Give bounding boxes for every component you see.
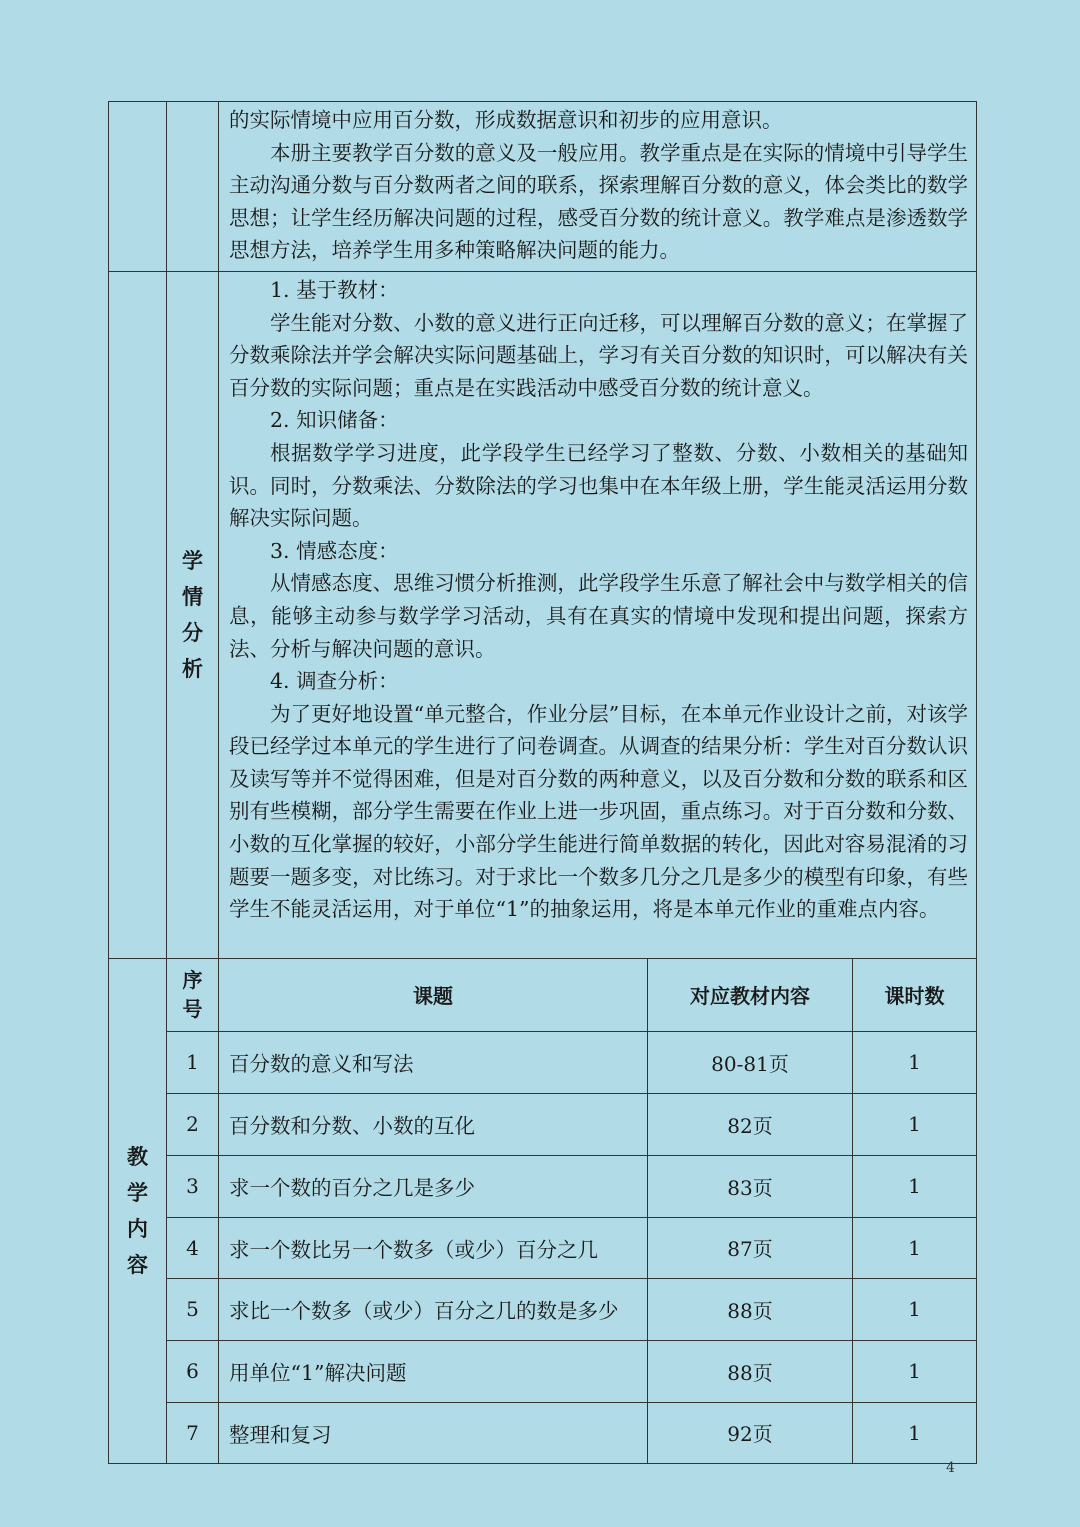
goals-row (109, 102, 977, 272)
section-heading-1: 1. 基于教材： (270, 277, 399, 302)
row-pages: 80-81页 (648, 1031, 853, 1093)
goals-paragraph-2: 本册主要教学百分数的意义及一般应用。教学重点是在实际的情境中引导学生主动沟通分数与百分数两者之间的联系，探索理解百分数的意义，体会类比的数学思想；让学生经历解决问题的过程，感受百分数的统计意义。教学难点是渗透数学思想方法，培养学生用多种策略解决问题的能力。 (229, 140, 969, 263)
table-row (109, 1340, 977, 1402)
table-row (109, 1031, 977, 1093)
row-topic: 求一个数比另一个数多（或少）百分之几 (219, 1217, 648, 1278)
table-row (109, 1093, 977, 1155)
row-number: 3 (167, 1155, 219, 1217)
row-pages: 87页 (648, 1217, 853, 1278)
row-number: 4 (167, 1217, 219, 1278)
row-number: 1 (167, 1031, 219, 1093)
content-header-row (109, 958, 977, 1031)
hours-header: 课时数 (853, 958, 977, 1031)
student-analysis-text-cell (219, 271, 977, 958)
row-number: 7 (167, 1402, 219, 1463)
row-hours: 1 (853, 1031, 977, 1093)
student-analysis-label: 学 情 分 析 (167, 271, 219, 958)
student-analysis-row (109, 271, 977, 958)
lesson-plan-table (108, 101, 977, 1464)
row-number: 5 (167, 1278, 219, 1340)
table-row (109, 1217, 977, 1278)
table-row (109, 1155, 977, 1217)
table-row (109, 1402, 977, 1463)
row-pages: 92页 (648, 1402, 853, 1463)
row-pages: 83页 (648, 1155, 853, 1217)
table-row (109, 1278, 977, 1340)
page-number: 4 (946, 1460, 955, 1476)
section-text-3: 从情感态度、思维习惯分析推测，此学段学生乐意了解社会中与数学相关的信息，能够主动参与数学学习活动，具有在真实的情境中发现和提出问题，探索方法、分析与解决问题的意识。 (229, 571, 969, 661)
blank-sublabel-cell (167, 102, 219, 272)
section-heading-4: 4. 调查分析： (270, 669, 399, 694)
teaching-content-label: 教 学 内 容 (109, 958, 167, 1463)
row-hours: 1 (853, 1217, 977, 1278)
row-hours: 1 (853, 1402, 977, 1463)
section-heading-2: 2. 知识储备： (270, 408, 399, 433)
topic-header: 课题 (219, 958, 648, 1031)
row-hours: 1 (853, 1278, 977, 1340)
section-text-1: 学生能对分数、小数的意义进行正向迁移，可以理解百分数的意义；在掌握了分数乘除法并学会解决实际问题基础上，学习有关百分数的知识时，可以解决有关百分数的实际问题；重点是在实践活动中感受百分数的统计意义。 (229, 310, 969, 400)
row-pages: 88页 (648, 1278, 853, 1340)
blank-label-cell (109, 102, 167, 272)
row-topic: 用单位“1”解决问题 (219, 1340, 648, 1402)
blank-label-cell (109, 271, 167, 958)
section-text-4: 为了更好地设置“单元整合，作业分层”目标，在本单元作业设计之前，对该学段已经学过本单元的学生进行了问卷调查。从调查的结果分析：学生对百分数认识及读写等并不觉得困难，但是对百分数的两种意义，以及百分数和分数的联系和区别有些模糊，部分学生需要在作业上进一步巩固，重点练习。对于百分数和分数、小数的互化掌握的较好，小部分学生能进行简单数据的转化，因此对容易混淆的习题要一题多变，对比练习。对于求比一个数多几分之几是多少的模型有印象，有些学生不能灵活运用，对于单位“1”的抽象运用，将是本单元作业的重难点内容。 (229, 701, 969, 922)
row-hours: 1 (853, 1093, 977, 1155)
row-topic: 求比一个数多（或少）百分之几的数是多少 (219, 1278, 648, 1340)
row-hours: 1 (853, 1340, 977, 1402)
goals-line-1: 的实际情境中应用百分数，形成数据意识和初步的应用意识。 (229, 108, 783, 132)
section-heading-3: 3. 情感态度： (270, 538, 399, 563)
row-hours: 1 (853, 1155, 977, 1217)
row-topic: 百分数和分数、小数的互化 (219, 1093, 648, 1155)
row-number: 6 (167, 1340, 219, 1402)
row-pages: 82页 (648, 1093, 853, 1155)
material-header: 对应教材内容 (648, 958, 853, 1031)
row-topic: 百分数的意义和写法 (219, 1031, 648, 1093)
goals-text-cell (219, 102, 977, 272)
row-topic: 求一个数的百分之几是多少 (219, 1155, 648, 1217)
seq-header: 序 号 (167, 958, 219, 1031)
section-text-2: 根据数学学习进度，此学段学生已经学习了整数、分数、小数相关的基础知识。同时，分数乘法、分数除法的学习也集中在本年级上册，学生能灵活运用分数解决实际问题。 (229, 440, 969, 531)
row-topic: 整理和复习 (219, 1402, 648, 1463)
row-number: 2 (167, 1093, 219, 1155)
row-pages: 88页 (648, 1340, 853, 1402)
